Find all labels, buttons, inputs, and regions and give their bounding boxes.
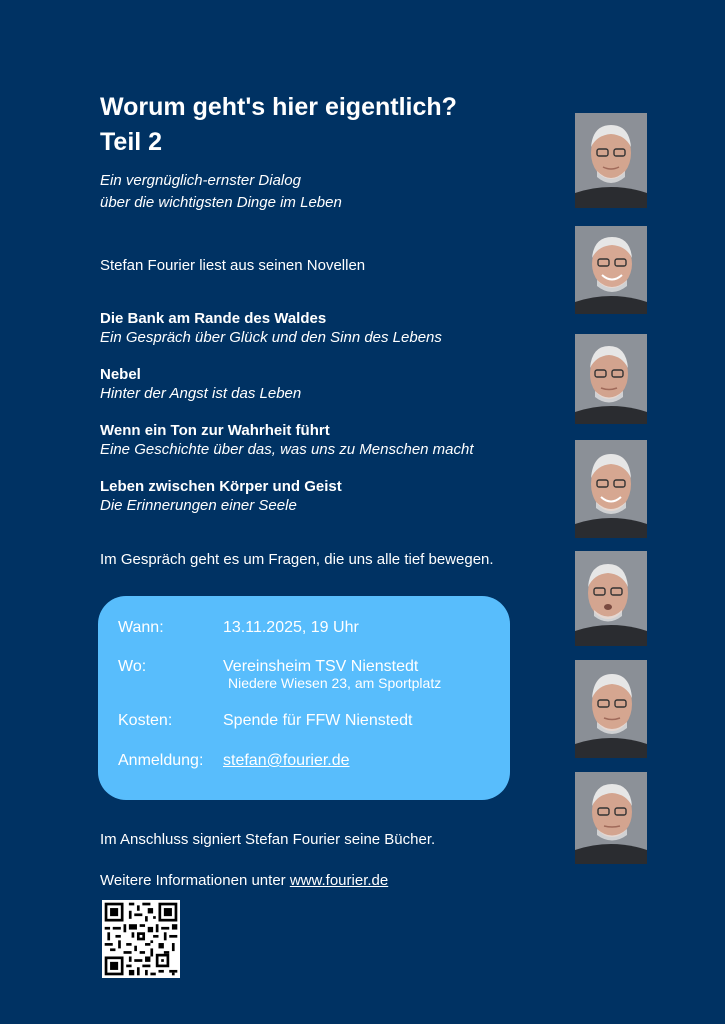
- author-photo-6: [575, 660, 647, 758]
- subtitle-line-1: Ein vergnüglich-ernster Dialog: [100, 172, 301, 189]
- portrait-icon: [575, 113, 647, 208]
- author-photo-4: [575, 440, 647, 538]
- author-photo-2: [575, 226, 647, 314]
- portrait-icon: [575, 440, 647, 538]
- cost-value: Spende für FFW Nienstedt: [223, 712, 413, 729]
- novel-subtitle: Ein Gespräch über Glück und den Sinn des Lebens: [100, 329, 442, 346]
- more-info-prefix: Weitere Informationen unter: [100, 872, 290, 889]
- novel-list: [100, 309, 474, 533]
- portrait-icon: [575, 226, 647, 314]
- novel-title: Wenn ein Ton zur Wahrheit führt: [100, 422, 330, 439]
- question-text: Im Gespräch geht es um Fragen, die uns alle tief bewegen.: [100, 551, 494, 568]
- novel-item: [100, 365, 474, 403]
- title-line-1: Worum geht's hier eigentlich?: [100, 93, 457, 121]
- subtitle-line-2: über die wichtigsten Dinge im Leben: [100, 194, 342, 211]
- signing-note: Im Anschluss signiert Stefan Fourier seine Bücher.: [100, 831, 436, 848]
- intro-text: Stefan Fourier liest aus seinen Novellen: [100, 257, 366, 274]
- page-title: [100, 90, 457, 160]
- subtitle: [100, 170, 342, 214]
- title-line-2: Teil 2: [100, 128, 163, 156]
- register-label: Anmeldung:: [118, 752, 204, 769]
- qr-code: [102, 900, 180, 978]
- portrait-icon: [575, 772, 647, 864]
- event-info-box: [98, 596, 510, 800]
- portrait-icon: [575, 334, 647, 424]
- novel-item: [100, 477, 474, 515]
- more-info: [100, 872, 388, 889]
- where-label: Wo:: [118, 658, 147, 675]
- cost-label: Kosten:: [118, 712, 173, 729]
- portrait-icon: [575, 551, 647, 646]
- qr-code-icon: [102, 900, 180, 978]
- website-link[interactable]: www.fourier.de: [289, 872, 389, 889]
- email-link[interactable]: stefan@fourier.de: [223, 752, 350, 769]
- where-value: Vereinsheim TSV Nienstedt: [223, 658, 419, 675]
- portrait-icon: [575, 660, 647, 758]
- when-value: 13.11.2025, 19 Uhr: [223, 619, 359, 636]
- novel-title: Nebel: [100, 366, 141, 383]
- novel-subtitle: Hinter der Angst ist das Leben: [100, 385, 302, 402]
- when-label: Wann:: [118, 619, 164, 636]
- novel-subtitle: Eine Geschichte über das, was uns zu Menschen macht: [100, 441, 474, 458]
- novel-subtitle: Die Erinnerungen einer Seele: [100, 497, 297, 514]
- author-photo-5: [575, 551, 647, 646]
- author-photo-1: [575, 113, 647, 208]
- novel-item: [100, 309, 474, 347]
- novel-title: Die Bank am Rande des Waldes: [100, 310, 327, 327]
- where-address: Niedere Wiesen 23, am Sportplatz: [228, 675, 442, 691]
- novel-title: Leben zwischen Körper und Geist: [100, 478, 342, 495]
- author-photo-3: [575, 334, 647, 424]
- novel-item: [100, 421, 474, 459]
- author-photo-7: [575, 772, 647, 864]
